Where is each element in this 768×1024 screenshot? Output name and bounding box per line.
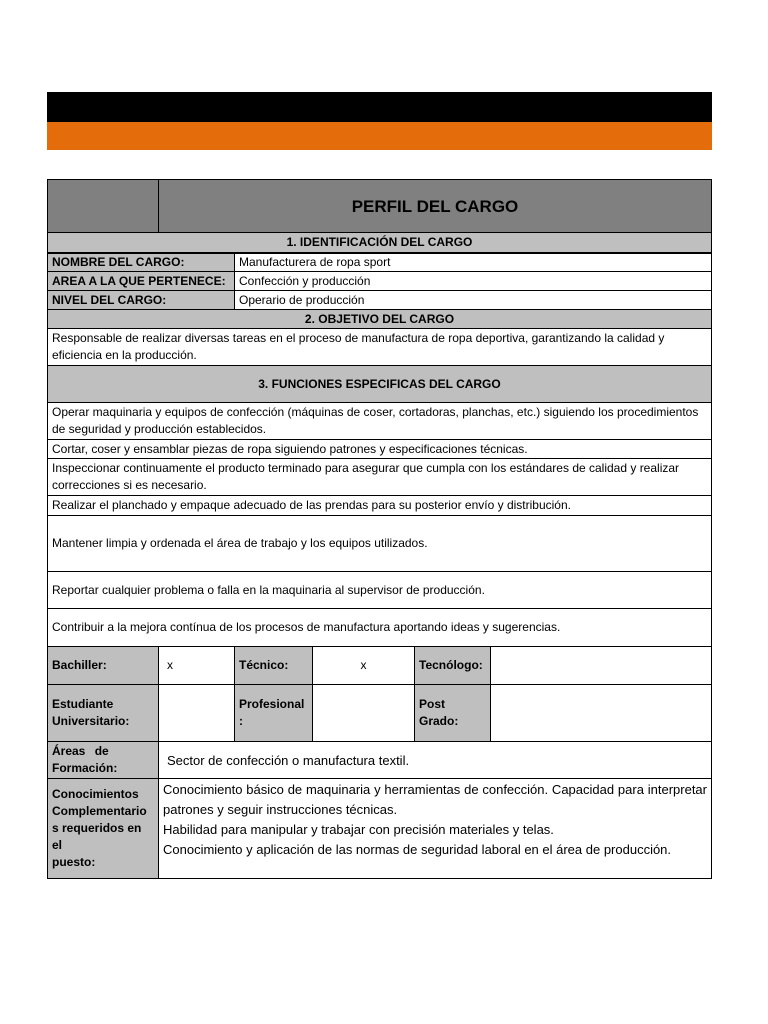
funcion-item: Reportar cualquier problema o falla en la maquinaria al supervisor de producción. <box>47 571 712 609</box>
funcion-item: Cortar, coser y ensamblar piezas de ropa siguiendo patrones y especificaciones técnicas. <box>47 439 712 459</box>
funcion-item: Mantener limpia y ordenada el área de trabajo y los equipos utilizados. <box>47 515 712 572</box>
posgrado-value <box>490 684 712 742</box>
estudiante-value <box>158 684 235 742</box>
section-objetivo-heading: 2. OBJETIVO DEL CARGO <box>47 309 712 329</box>
header-black-band <box>47 92 712 122</box>
tecnologo-value <box>490 646 712 685</box>
tecnologo-label: Tecnólogo: <box>414 646 491 685</box>
funcion-item: Realizar el planchado y empaque adecuado de las prendas para su posterior envío y distribución. <box>47 495 712 516</box>
formacion-value: Sector de confección o manufactura textil. <box>158 741 712 779</box>
formacion-label <box>47 741 159 779</box>
logo-cell <box>47 179 159 233</box>
conocimientos-value <box>158 778 712 879</box>
tecnico-label: Técnico: <box>234 646 313 685</box>
formacion-label-line: Áreas de <box>52 744 109 758</box>
conocimientos-label-line: s requeridos en el <box>52 821 142 852</box>
conocimientos-line: Habilidad para manipular y trabajar con precisión materiales y telas. <box>163 822 554 837</box>
funcion-item: Inspeccionar continuamente el producto terminado para asegurar que cumpla con los estándares de calidad y realizar correcciones si es necesario. <box>47 458 712 496</box>
section-identificacion-heading: 1. IDENTIFICACIÓN DEL CARGO <box>47 232 712 253</box>
formacion-label-line: Formación: <box>52 761 118 775</box>
conocimientos-line: Conocimiento básico de maquinaria y herramientas de confección. Capacidad para interpretar patrones y seguir instrucciones técnicas. <box>163 782 707 817</box>
profesional-label-line: Profesional <box>239 697 305 711</box>
header-orange-band <box>47 122 712 150</box>
section-funciones-heading: 3. FUNCIONES ESPECIFICAS DEL CARGO <box>47 365 712 403</box>
posgrado-label-line: Grado: <box>419 714 459 728</box>
estudiante-label <box>47 684 159 742</box>
funcion-item: Contribuir a la mejora contínua de los procesos de manufactura aportando ideas y sugerencias. <box>47 608 712 647</box>
nivel-cargo-label: NIVEL DEL CARGO: <box>47 290 235 310</box>
conocimientos-label-line: puesto: <box>52 855 96 869</box>
nombre-cargo-label: NOMBRE DEL CARGO: <box>47 253 235 272</box>
area-label: AREA A LA QUE PERTENECE: <box>47 271 235 291</box>
page-title: PERFIL DEL CARGO <box>158 179 712 233</box>
tecnico-value: x <box>312 646 415 685</box>
funcion-item: Operar maquinaria y equipos de confección (máquinas de coser, cortadoras, planchas, etc.) siguiendo los procedimientos de seguridad y producción establecidos. <box>47 402 712 440</box>
profesional-label-line: : <box>239 714 243 728</box>
bachiller-label: Bachiller: <box>47 646 159 685</box>
conocimientos-line: Conocimiento y aplicación de las normas de seguridad laboral en el área de producción. <box>163 842 672 857</box>
objetivo-text: Responsable de realizar diversas tareas en el proceso de manufactura de ropa deportiva, garantizando la calidad y eficiencia en la producción. <box>47 328 712 366</box>
nombre-cargo-value: Manufacturera de ropa sport <box>234 253 712 272</box>
conocimientos-label-line: Conocimientos <box>52 787 139 801</box>
posgrado-label-line: Post <box>419 697 446 711</box>
estudiante-label-line: Universitario: <box>52 714 130 728</box>
posgrado-label <box>414 684 491 742</box>
conocimientos-label <box>47 778 159 879</box>
bachiller-value: x <box>158 646 235 685</box>
conocimientos-label-line: Complementario <box>52 804 147 818</box>
nivel-cargo-value: Operario de producción <box>234 290 712 310</box>
profesional-label <box>234 684 313 742</box>
area-value: Confección y producción <box>234 271 712 291</box>
estudiante-label-line: Estudiante <box>52 697 114 711</box>
profesional-value <box>312 684 415 742</box>
